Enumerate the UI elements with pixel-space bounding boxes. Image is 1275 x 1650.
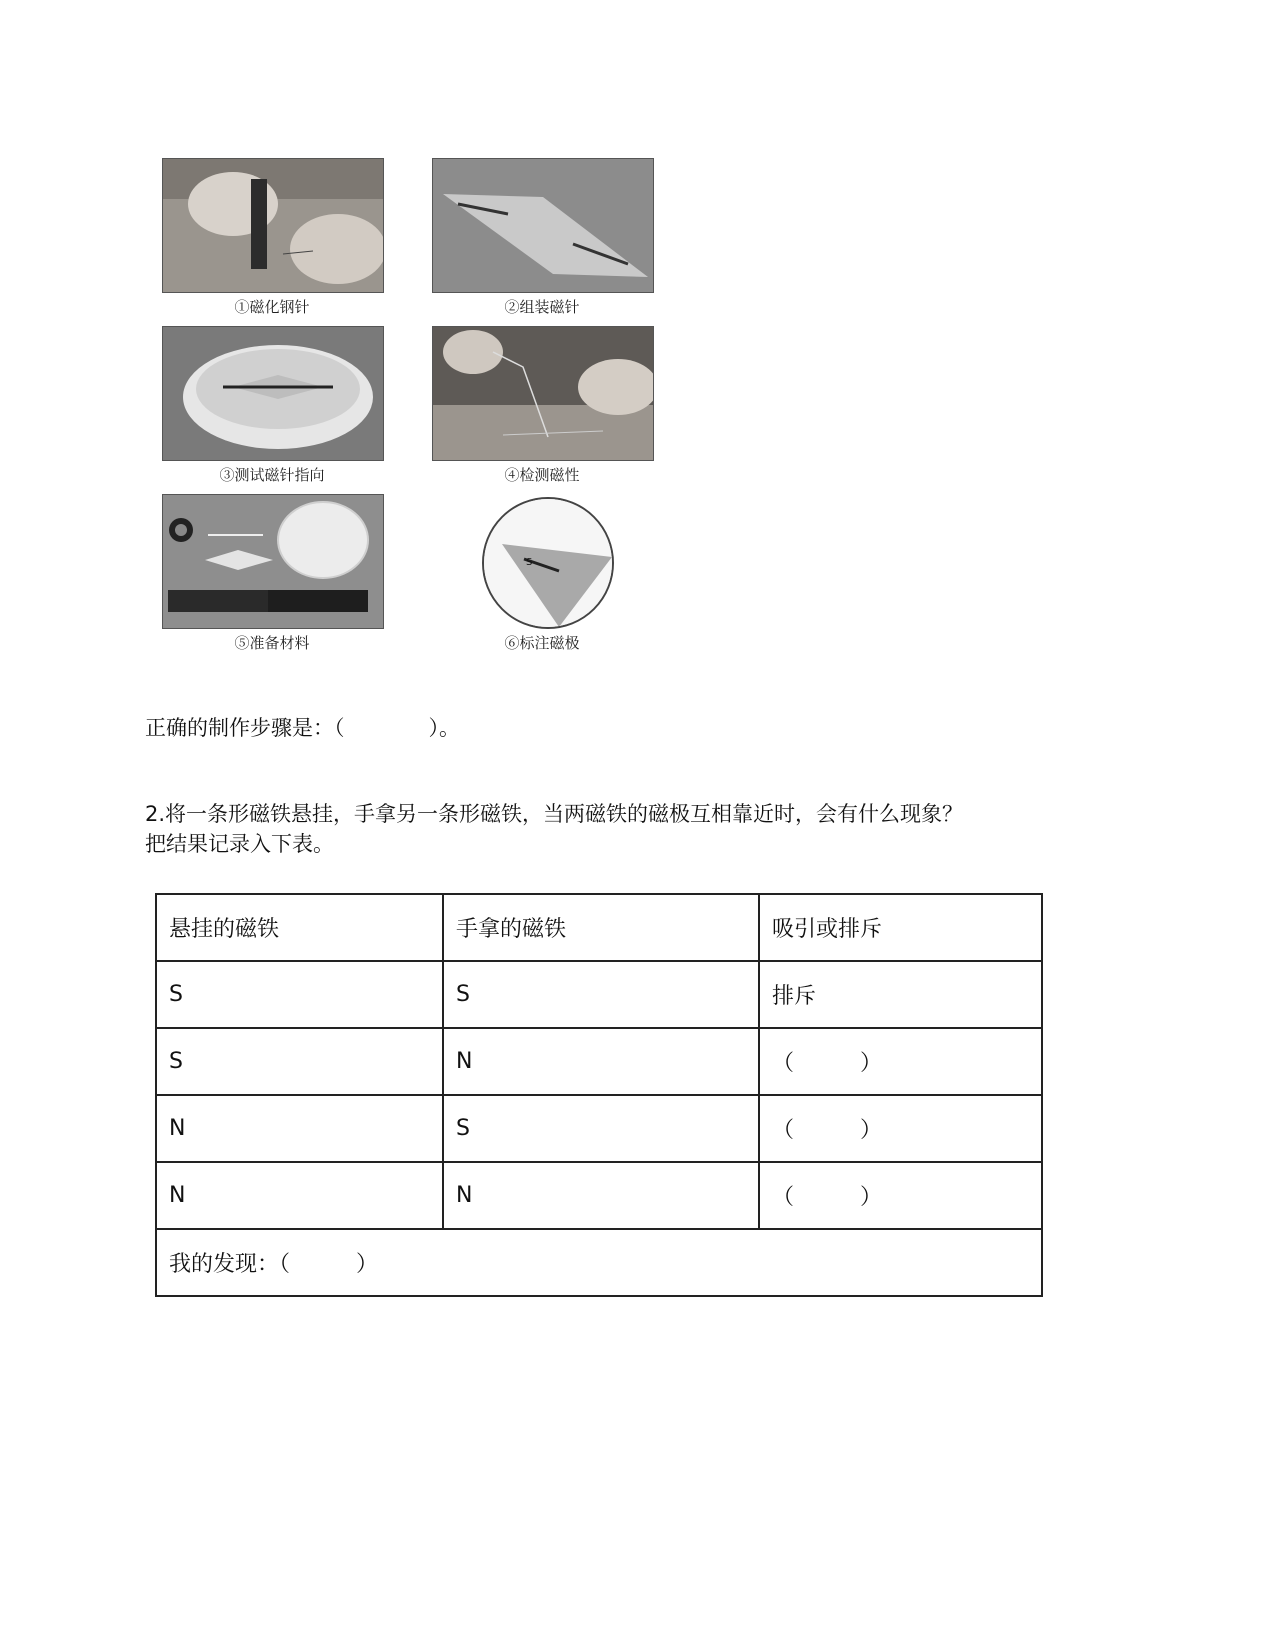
cell-hanging-pole: N [156, 1162, 443, 1229]
cell-handheld-pole: N [443, 1162, 759, 1229]
caption-5: ⑤准备材料 [234, 634, 310, 652]
table-header-row [156, 894, 1042, 961]
header-handheld-magnet: 手拿的磁铁 [443, 894, 759, 961]
photo-prepare-materials [162, 494, 384, 629]
cell-result: 排斥 [759, 961, 1042, 1028]
cell-hanging-pole: N [156, 1095, 443, 1162]
table-row [156, 1162, 1042, 1229]
caption-2: ②组装磁针 [504, 298, 580, 316]
cell-hanging-pole: S [156, 1028, 443, 1095]
cell-result-blank[interactable]: （ ） [759, 1028, 1042, 1095]
caption-1: ①磁化钢针 [234, 298, 310, 316]
header-attract-or-repel: 吸引或排斥 [759, 894, 1042, 961]
table-row [156, 1095, 1042, 1162]
question1-answer-line: 正确的制作步骤是：（ ）。 [145, 716, 460, 740]
finding-cell[interactable]: 我的发现：（ ） [156, 1229, 1042, 1296]
photo-check-magnetism [432, 326, 654, 461]
question2-text-line1: 2.将一条形磁铁悬挂，手拿另一条形磁铁，当两磁铁的磁极互相靠近时，会有什么现象？ [145, 802, 964, 826]
cell-handheld-pole: S [443, 1095, 759, 1162]
header-hanging-magnet: 悬挂的磁铁 [156, 894, 443, 961]
caption-4: ④检测磁性 [504, 466, 580, 484]
photo-magnetize-needle [162, 158, 384, 293]
photo-test-direction [162, 326, 384, 461]
cell-result-blank[interactable]: （ ） [759, 1095, 1042, 1162]
table-finding-row [156, 1229, 1042, 1296]
cell-handheld-pole: N [443, 1028, 759, 1095]
caption-3: ③测试磁针指向 [219, 466, 325, 484]
table-row [156, 1028, 1042, 1095]
photo-assemble-needle [432, 158, 654, 293]
cell-result-blank[interactable]: （ ） [759, 1162, 1042, 1229]
photo-mark-poles [482, 497, 614, 629]
caption-6: ⑥标注磁极 [504, 634, 580, 652]
cell-hanging-pole: S [156, 961, 443, 1028]
svg-text:S: S [526, 557, 533, 568]
table-row [156, 961, 1042, 1028]
record-table [155, 893, 1043, 1297]
cell-handheld-pole: S [443, 961, 759, 1028]
question2-text-line2: 把结果记录入下表。 [145, 832, 334, 856]
